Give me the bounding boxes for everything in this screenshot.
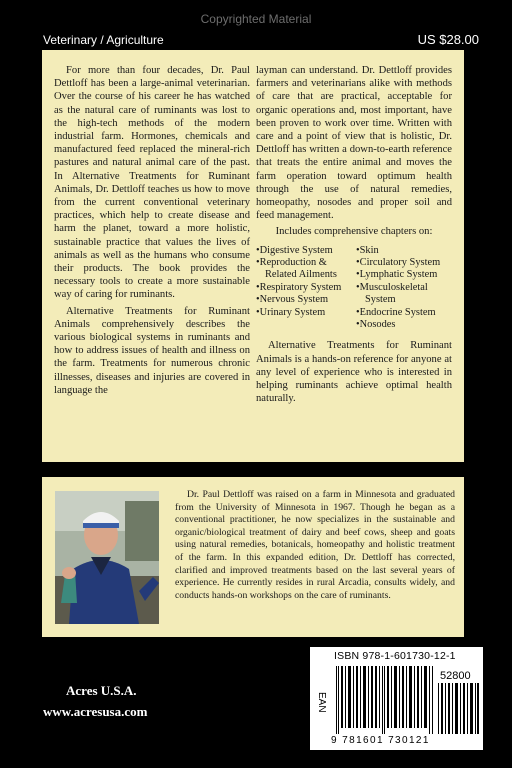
chapter-item: • Digestive System <box>256 245 352 257</box>
price-code-label: 52800 <box>440 670 471 682</box>
isbn-label: ISBN 978-1-601730-12-1 <box>334 650 456 662</box>
ean-label: EAN <box>316 692 327 713</box>
price-label: US $28.00 <box>417 32 479 47</box>
description-paragraph: For more than four decades, Dr. Paul Dettloff has been a large-animal veterinarian. Over the course of his career he has watched as the natural care of ruminants was lost to the high-tech methods of the modern industrial farm. Hormones, chemicals and manufactured feed replaced the mineral-rich pastures and natural animal care of the past. In Alternative Treatments for Ruminant Animals, Dr. Dettloff teaches us how to move from the current conventional veterinary practices, which help to create disease and harm the planet, toward a more holistic, sustainable practice that values the lives of animals as well as the humans who consume their products. The book provides the necessary tools to create a more sustainable way of caring for ruminants. <box>54 65 250 301</box>
chapter-item: • Skin <box>356 245 452 257</box>
barcode-digits: 9 781601 730121 <box>331 735 430 746</box>
description-continuation: layman can understand. Dr. Dettloff provides farmers and veterinarians alike with methods of care that are practical, acceptable for organic operations and, most important, have been proven to work over time. Written with care and a point of view that is holistic, Dr. Dettloff has written a down-to-earth reference that treats the entire animal and moves the farm operation toward optimum health through the use of natural remedies, homeopathy, nosodes and proper soil and feed management. <box>256 65 452 222</box>
barcode-icon <box>336 666 434 734</box>
chapter-item: • Lymphatic System <box>356 269 452 281</box>
author-panel <box>42 477 464 637</box>
chapter-item: • Urinary System <box>256 307 352 319</box>
description-panel <box>42 50 464 462</box>
author-photo-illustration <box>55 491 159 624</box>
description-paragraph: Alternative Treatments for Ruminant Animals comprehensively describes the various biological systems in ruminants and how to address issues of health and illness on the farm. Treatments for numerous chronic illnesses, diseases and injuries are covered in language the <box>54 305 250 396</box>
chapter-item: • Reproduction & Related Ailments <box>256 257 352 282</box>
copyright-watermark: Copyrighted Material <box>200 12 312 26</box>
chapter-item: • Endocrine System <box>356 307 452 319</box>
barcode-box <box>310 647 483 750</box>
publisher-name: Acres U.S.A. <box>66 683 137 698</box>
chapter-item: • Circulatory System <box>356 257 452 269</box>
chapter-item: • Nosodes <box>356 319 452 331</box>
description-right-column <box>256 64 452 409</box>
publisher-website: www.acresusa.com <box>43 704 148 719</box>
chapters-intro: Includes comprehensive chapters on: <box>275 226 433 238</box>
description-left-column <box>54 64 250 409</box>
description-closing: Alternative Treatments for Ruminant Animals is a hands-on reference for anyone at any level of experience who is interested in helping ruminants achieve optimal health naturally. <box>256 340 452 405</box>
author-bio-text: Dr. Paul Dettloff was raised on a farm in Minnesota and graduated from the University of Minnesota in 1967. Though he began as a conventional practitioner, he now specializes in the sustainable and organic/biological treatment of dairy and beef cows, sheep and goats using natural remedies, botanicals, homeopathy and holistic treatment of the farm. In this expanded edition, Dr. Dettloff has corrected, clarified and improved treatments based on the last several years of experience. He currently resides in rural Arcadia, consults widely, and conducts hands-on workshops on the care of ruminants. <box>175 489 455 601</box>
chapter-item: • Musculoskeletal System <box>356 282 452 307</box>
price-barcode-icon <box>438 683 479 734</box>
author-photo <box>55 491 159 624</box>
category-label: Veterinary / Agriculture <box>43 33 164 47</box>
chapters-list-left <box>256 245 352 332</box>
chapter-item: • Nervous System <box>256 294 352 306</box>
chapter-item: • Respiratory System <box>256 282 352 294</box>
chapters-list-right <box>356 245 452 332</box>
chapters-list <box>256 245 452 332</box>
author-bio <box>175 489 455 602</box>
